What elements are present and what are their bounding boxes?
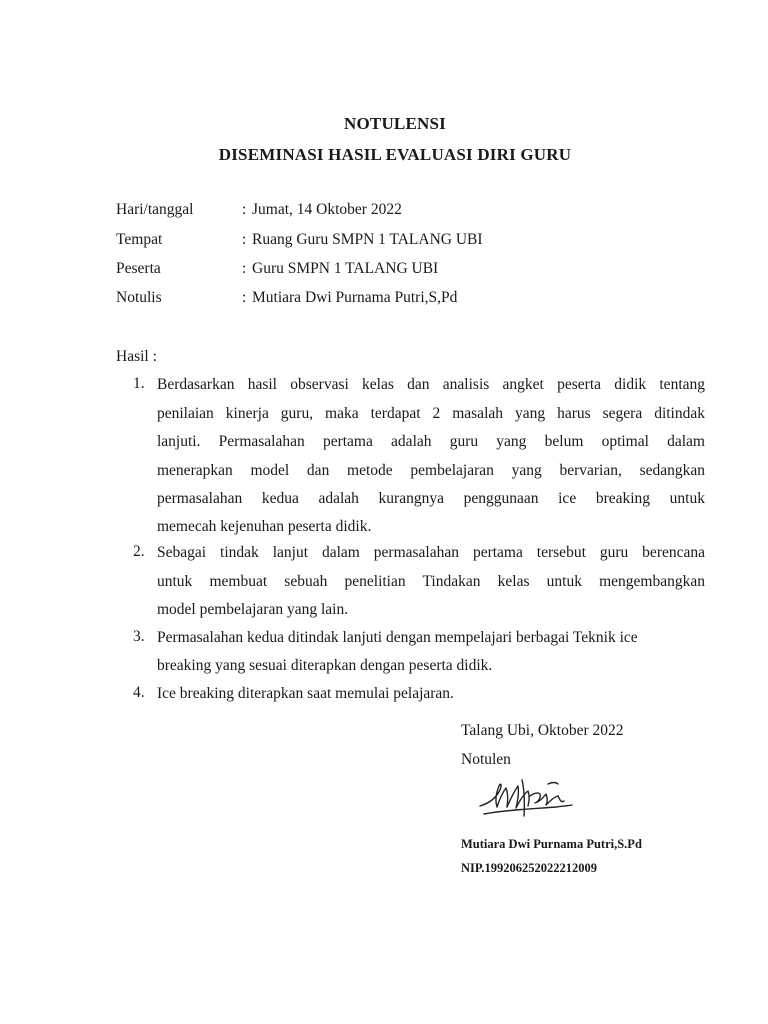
list-item-line: Ice breaking diterapkan saat memulai pelajaran.: [157, 685, 454, 702]
info-row-notulis: [116, 287, 457, 309]
info-separator: :: [242, 260, 247, 277]
info-label: Hari/tanggal: [116, 201, 194, 218]
info-value: Mutiara Dwi Purnama Putri,S,Pd: [252, 289, 458, 306]
signature-role: Notulen: [461, 751, 511, 768]
info-separator: :: [242, 231, 247, 248]
list-item-line: penilaian kinerja guru, maka terdapat 2 masalah yang harus segera ditindak: [157, 405, 705, 422]
signature-place-date: Talang Ubi, Oktober 2022: [461, 722, 624, 739]
list-item-line: untuk membuat sebuah penelitian Tindakan kelas untuk mengembangkan: [157, 573, 705, 590]
list-item-line: memecah kejenuhan peserta didik.: [157, 518, 372, 535]
signatory-nip: NIP.199206252022212009: [461, 861, 598, 875]
info-label: Tempat: [116, 231, 163, 248]
info-value: Guru SMPN 1 TALANG UBI: [252, 260, 439, 277]
info-value: Jumat, 14 Oktober 2022: [252, 201, 402, 218]
list-item-line: Berdasarkan hasil observasi kelas dan analisis angket peserta didik tentang: [157, 376, 705, 393]
info-label: Peserta: [116, 260, 161, 277]
info-separator: :: [242, 289, 247, 306]
info-row-tempat: [116, 229, 483, 251]
hasil-heading: Hasil :: [116, 348, 157, 365]
list-item-line: lanjuti. Permasalahan pertama adalah guru yang belum optimal dalam: [157, 433, 705, 450]
list-item-line: Permasalahan kedua ditindak lanjuti dengan mempelajari berbagai Teknik ice: [157, 629, 638, 646]
list-item-number: 2.: [133, 543, 145, 560]
list-item-line: permasalahan kedua adalah kurangnya penggunaan ice breaking untuk: [157, 490, 705, 507]
document-subtitle: DISEMINASI HASIL EVALUASI DIRI GURU: [218, 145, 572, 164]
list-item-line: breaking yang sesuai diterapkan dengan peserta didik.: [157, 657, 493, 674]
document-title: NOTULENSI: [344, 114, 446, 133]
signatory-name: Mutiara Dwi Purnama Putri,S.Pd: [461, 837, 642, 851]
info-row-hari-tanggal: [116, 199, 402, 221]
list-item-number: 4.: [133, 684, 145, 701]
list-item-number: 1.: [133, 375, 145, 392]
handwritten-signature: [478, 776, 578, 822]
list-item-number: 3.: [133, 628, 145, 645]
info-value: Ruang Guru SMPN 1 TALANG UBI: [252, 231, 483, 248]
list-item-line: Sebagai tindak lanjut dalam permasalahan pertama tersebut guru berencana: [157, 544, 705, 561]
list-item-line: model pembelajaran yang lain.: [157, 601, 349, 618]
info-row-peserta: [116, 258, 438, 280]
info-separator: :: [242, 201, 247, 218]
info-label: Notulis: [116, 289, 162, 306]
list-item-line: menerapkan model dan metode pembelajaran yang bervarian, sedangkan: [157, 462, 705, 479]
